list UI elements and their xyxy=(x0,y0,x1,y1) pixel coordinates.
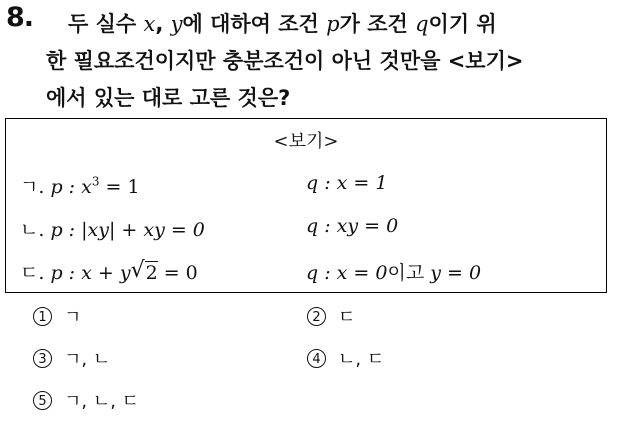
q-expression-tail: y = 0 xyxy=(430,262,482,284)
choice-number-circle: 5 xyxy=(33,391,52,410)
q-prefix: q : xyxy=(306,262,331,284)
p-expression: |xy| + xy = 0 xyxy=(81,219,205,241)
q-prefix: q : xyxy=(306,215,331,237)
p-prefix: p : xyxy=(50,176,76,198)
stem-text: 에 대하여 조건 xyxy=(182,12,327,36)
question-stem-line-3: 에서 있는 대로 고른 것은? xyxy=(46,86,291,110)
choice-text: ㄷ xyxy=(338,307,356,328)
condition-q-row-3 xyxy=(306,258,481,285)
example-box-title: <보기> xyxy=(273,131,339,152)
radical-sign-icon: √ xyxy=(130,258,145,283)
stem-text: 두 실수 xyxy=(68,12,144,36)
condition-p-row-1 xyxy=(20,172,140,199)
answer-choice-4[interactable] xyxy=(307,345,384,371)
stem-text: 이기 위 xyxy=(428,12,497,36)
p-prefix: p : xyxy=(50,219,76,241)
q-prefix: q : xyxy=(306,172,331,194)
condition-q-row-2 xyxy=(306,215,398,237)
choice-text: ㄱ xyxy=(64,307,82,328)
choice-number-circle: 1 xyxy=(33,307,52,326)
p-prefix: p : xyxy=(50,262,76,284)
choice-text: ㄱ, ㄴ xyxy=(64,349,111,370)
var-y: y xyxy=(170,12,183,36)
q-connector-text: 이고 xyxy=(387,262,425,284)
condition-p-row-3 xyxy=(20,258,198,285)
var-q: q xyxy=(415,12,429,36)
row-label: ㄴ. xyxy=(20,219,45,241)
answer-choice-3[interactable] xyxy=(33,345,110,371)
p-expression-tail: = 0 xyxy=(157,262,198,284)
p-expression: x + y xyxy=(81,262,131,284)
choice-number-circle: 4 xyxy=(307,349,326,368)
answer-choice-5[interactable] xyxy=(33,387,139,413)
p-expression: x xyxy=(81,176,92,198)
q-expression: xy = 0 xyxy=(336,215,399,237)
sqrt-argument: 2 xyxy=(145,262,158,284)
question-stem-line-1 xyxy=(68,8,497,38)
stem-comma: , xyxy=(155,12,171,36)
stem-text: 가 조건 xyxy=(339,12,416,36)
var-x: x xyxy=(143,12,156,36)
example-box xyxy=(5,118,607,293)
choice-text: ㄴ, ㄷ xyxy=(338,349,385,370)
choice-number-circle: 3 xyxy=(33,349,52,368)
condition-q-row-1 xyxy=(306,172,387,194)
answer-choice-1[interactable] xyxy=(33,303,81,329)
q-expression: x = 1 xyxy=(336,172,388,194)
answer-choice-2[interactable] xyxy=(307,303,355,329)
choice-number-circle: 2 xyxy=(307,307,326,326)
condition-p-row-2 xyxy=(20,215,205,242)
sqrt-symbol xyxy=(130,258,158,284)
var-p: p xyxy=(326,12,340,36)
p-expression-tail: = 1 xyxy=(99,176,140,198)
row-label: ㄷ. xyxy=(20,262,45,284)
question-stem-line-2: 한 필요조건이지만 충분조건이 아닌 것만을 <보기> xyxy=(46,49,524,73)
choice-text: ㄱ, ㄴ, ㄷ xyxy=(64,391,140,412)
question-number: 8. xyxy=(6,2,34,33)
q-expression: x = 0 xyxy=(336,262,388,284)
row-label: ㄱ. xyxy=(20,176,45,198)
p-exponent: 3 xyxy=(91,174,100,189)
